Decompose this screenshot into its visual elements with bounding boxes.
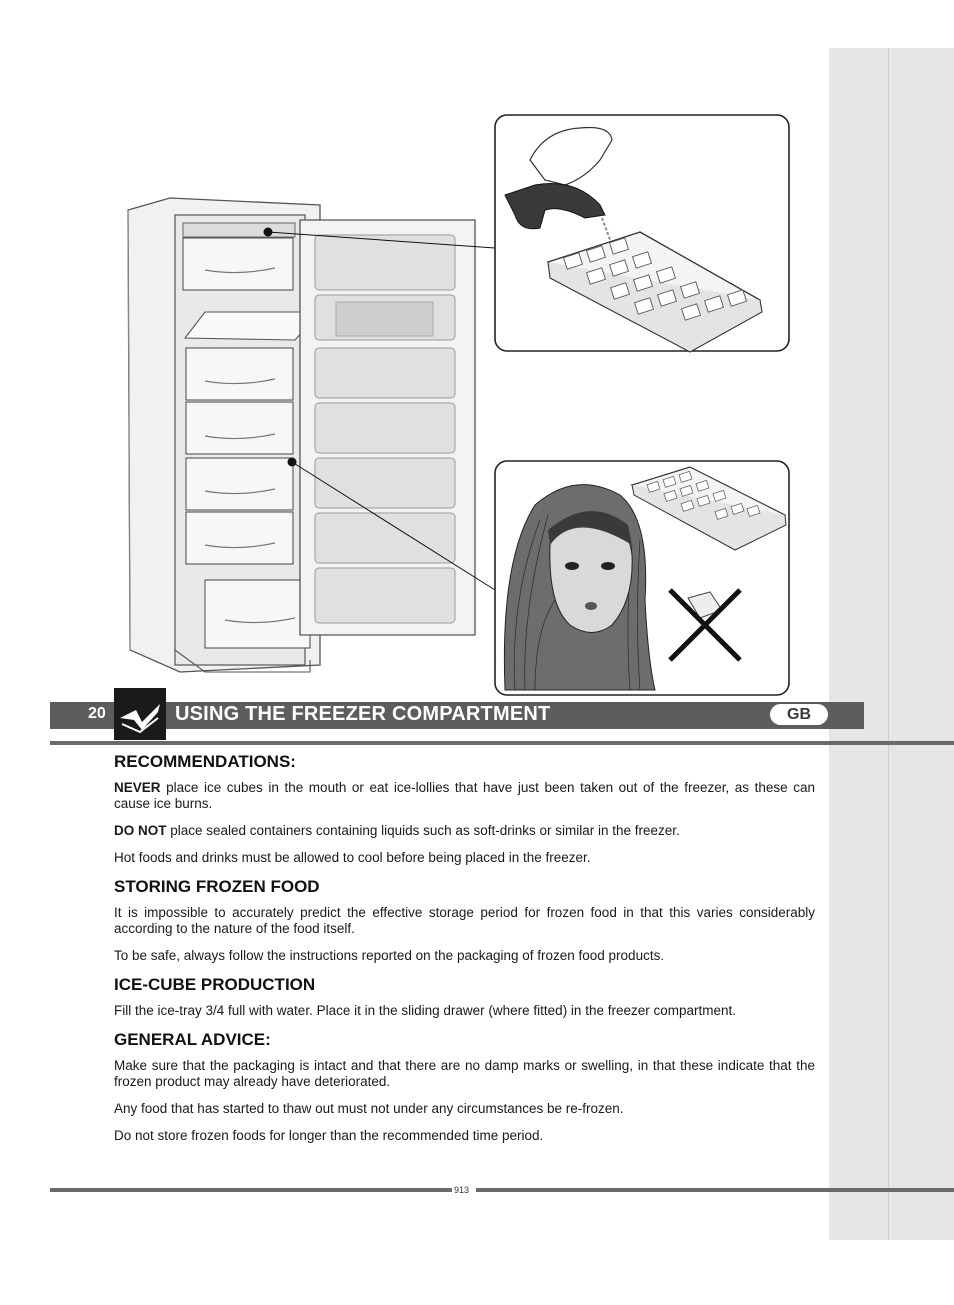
paragraph	[114, 1058, 815, 1090]
paragraph-text: Make sure that the packaging is intact and that there are no damp marks or swelling, in that these indicate that the frozen product may already have deteriorated.	[114, 1058, 815, 1089]
section-heading: GENERAL ADVICE:	[114, 1030, 271, 1049]
paragraph	[114, 905, 815, 937]
section-general-advice	[114, 1030, 815, 1144]
paragraph-text: Any food that has started to thaw out must not under any circumstances be re-frozen.	[114, 1101, 624, 1116]
section-heading: STORING FROZEN FOOD	[114, 877, 320, 896]
language-badge: GB	[770, 704, 828, 725]
paragraph-text: Do not store frozen foods for longer than the recommended time period.	[114, 1128, 544, 1143]
keyword: NEVER	[114, 780, 161, 795]
section-heading: ICE-CUBE PRODUCTION	[114, 975, 316, 994]
child-warning-icon	[495, 461, 789, 695]
bottom-rule-left	[50, 1188, 452, 1192]
pen-checkmark-icon	[114, 688, 166, 740]
paragraph	[114, 1101, 815, 1117]
paragraph	[114, 823, 815, 839]
ice-tray-fill-icon	[495, 115, 789, 352]
section-heading: RECOMMENDATIONS:	[114, 752, 296, 771]
page-number: 20	[88, 705, 106, 722]
paragraph-text: place ice cubes in the mouth or eat ice-lollies that have just been taken out of the freezer, as these can cause ice burns.	[114, 780, 815, 811]
top-rule	[50, 741, 954, 745]
section-ice-cube-production	[114, 975, 815, 1019]
paragraph-text: To be safe, always follow the instructions reported on the packaging of frozen food products.	[114, 948, 665, 963]
section-storing-frozen-food	[114, 877, 815, 964]
footer-code: 913	[454, 1185, 470, 1195]
paragraph-text: Hot foods and drinks must be allowed to cool before being placed in the freezer.	[114, 850, 591, 865]
keyword: DO NOT	[114, 823, 167, 838]
content-body	[114, 752, 815, 1155]
freezer-icon	[128, 198, 475, 672]
bottom-rule-right	[476, 1188, 954, 1192]
page-title: USING THE FREEZER COMPARTMENT	[175, 703, 551, 725]
paragraph-text: Fill the ice-tray 3/4 full with water. Place it in the sliding drawer (where fitted) in the freezer compartment.	[114, 1003, 737, 1018]
paragraph	[114, 1003, 815, 1019]
paragraph	[114, 780, 815, 812]
section-recommendations	[114, 752, 815, 866]
paragraph	[114, 1128, 815, 1144]
paragraph	[114, 948, 815, 964]
paragraph-text: It is impossible to accurately predict the effective storage period for frozen food in that this varies considerably according to the nature of the food itself.	[114, 905, 815, 936]
paragraph	[114, 850, 815, 866]
paragraph-text: place sealed containers containing liquids such as soft-drinks or similar in the freezer.	[166, 823, 680, 838]
